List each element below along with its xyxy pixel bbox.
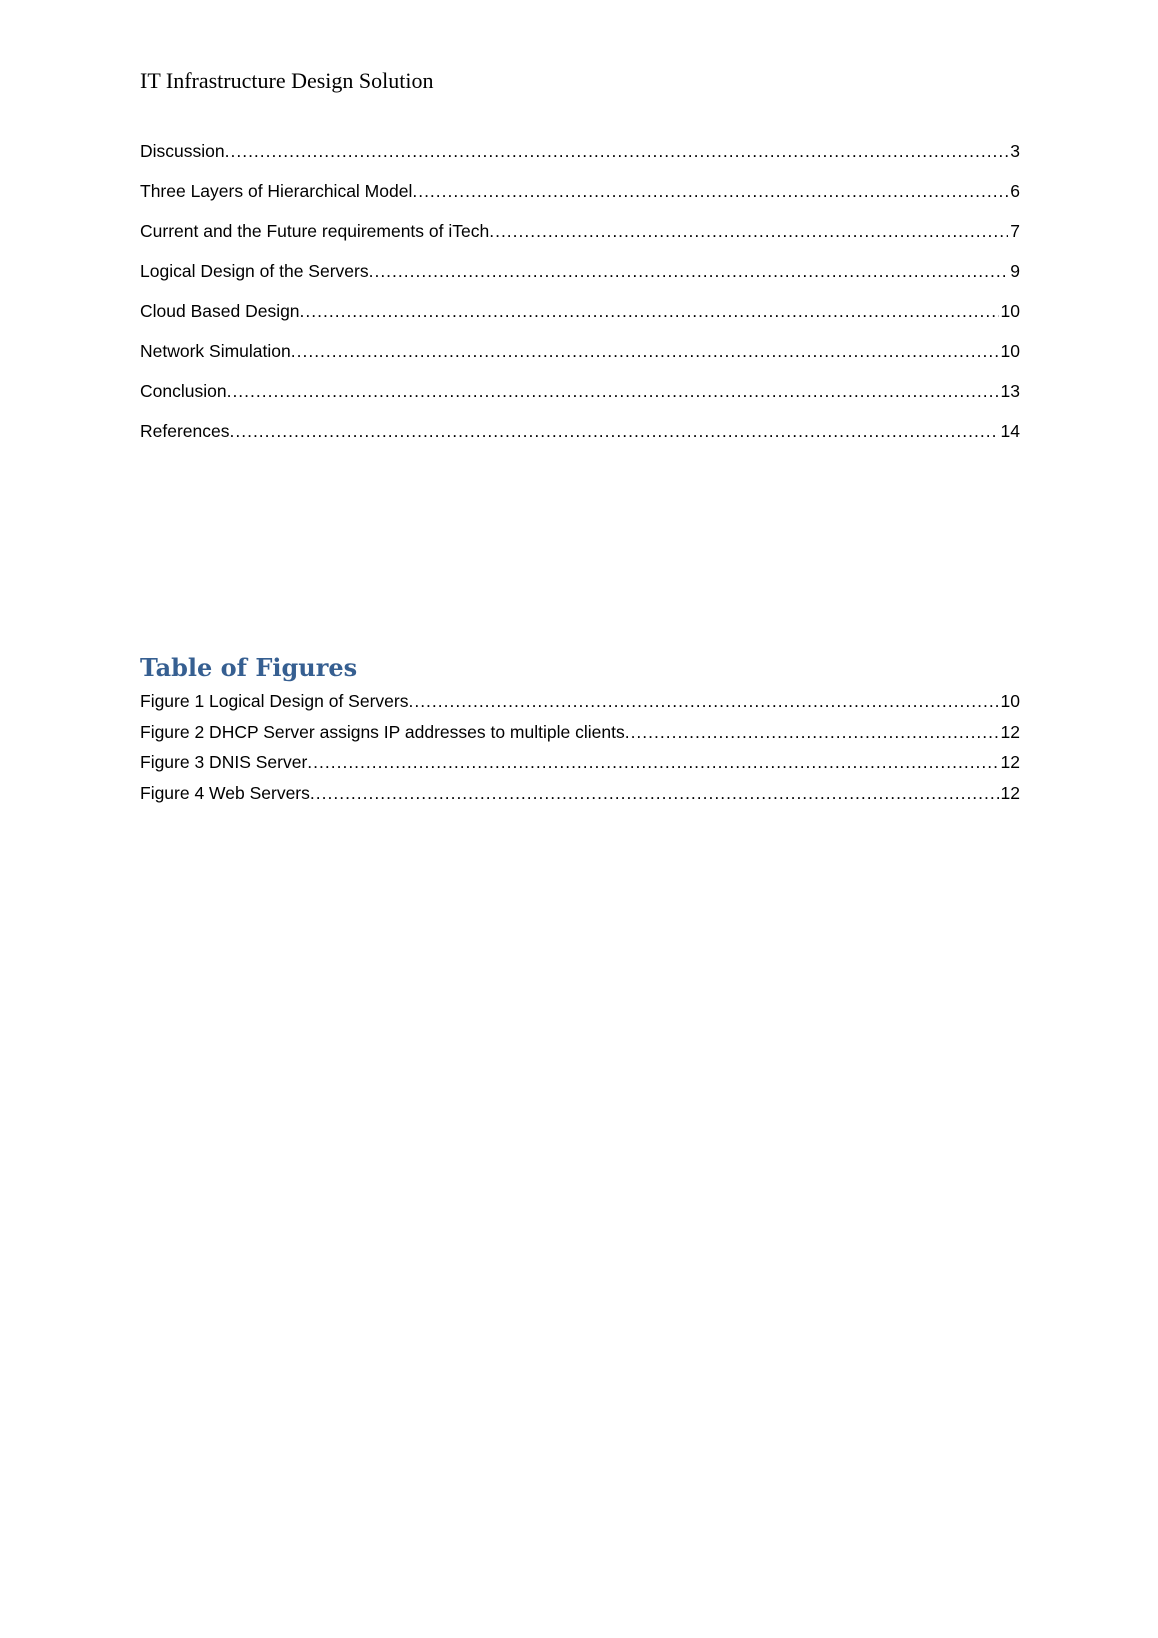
toc-entry-requirements[interactable]: [140, 221, 1020, 261]
toc-page-number: 13: [1000, 381, 1020, 401]
dot-leader: [489, 221, 1008, 242]
toc-entry-references[interactable]: [140, 421, 1020, 461]
dot-leader: [230, 421, 999, 442]
toc-entry-label: Discussion: [140, 141, 225, 161]
figure-entry-1[interactable]: [140, 691, 1020, 722]
toc-entry-conclusion[interactable]: [140, 381, 1020, 421]
figure-entry-4[interactable]: [140, 783, 1020, 814]
figure-entry-3[interactable]: [140, 752, 1020, 783]
toc-page-number: 14: [1000, 421, 1020, 441]
table-of-contents: [140, 141, 1020, 461]
figure-page-number: 12: [1000, 752, 1020, 772]
table-of-figures-heading: Table of Figures: [140, 653, 358, 682]
toc-entry-label: Network Simulation: [140, 341, 291, 361]
toc-entry-network-simulation[interactable]: [140, 341, 1020, 381]
table-of-figures: [140, 691, 1020, 813]
figure-entry-label: Figure 4 Web Servers: [140, 782, 310, 803]
dot-leader: [307, 752, 998, 773]
figure-page-number: 12: [1000, 721, 1020, 742]
figure-page-number: 10: [1000, 691, 1020, 711]
toc-entry-discussion[interactable]: [140, 141, 1020, 181]
dot-leader: [300, 301, 999, 322]
toc-page-number: 6: [1010, 181, 1020, 201]
toc-entry-logical-design[interactable]: [140, 261, 1020, 301]
toc-page-number: 3: [1010, 141, 1020, 161]
toc-entry-label: Three Layers of Hierarchical Model: [140, 181, 413, 201]
toc-page-number: 10: [1000, 341, 1020, 361]
dot-leader: [291, 341, 999, 362]
toc-entry-label: Logical Design of the Servers: [140, 261, 369, 281]
toc-entry-label: Current and the Future requirements of iTech: [140, 221, 490, 241]
dot-leader: [412, 181, 1008, 202]
dot-leader: [369, 261, 1009, 282]
figure-page-number: 12: [1000, 782, 1020, 803]
dot-leader: [310, 783, 999, 804]
dot-leader: [227, 381, 999, 402]
toc-entry-cloud-design[interactable]: [140, 301, 1020, 341]
dot-leader: [625, 722, 999, 743]
toc-entry-label: Conclusion: [140, 381, 227, 401]
toc-page-number: 7: [1010, 221, 1020, 241]
figure-entry-label: Figure 3 DNIS Server: [140, 752, 308, 772]
toc-entry-label: Cloud Based Design: [140, 301, 300, 321]
toc-entry-three-layers[interactable]: [140, 181, 1020, 221]
figure-entry-label: Figure 2 DHCP Server assigns IP addresses to multiple clients: [140, 721, 625, 742]
toc-page-number: 9: [1010, 261, 1020, 281]
document-header: IT Infrastructure Design Solution: [140, 68, 434, 93]
toc-entry-label: References: [140, 421, 230, 441]
figure-entry-2[interactable]: [140, 722, 1020, 753]
toc-page-number: 10: [1000, 301, 1020, 321]
figure-entry-label: Figure 1 Logical Design of Servers: [140, 691, 409, 711]
dot-leader: [408, 691, 998, 712]
dot-leader: [225, 141, 1009, 162]
